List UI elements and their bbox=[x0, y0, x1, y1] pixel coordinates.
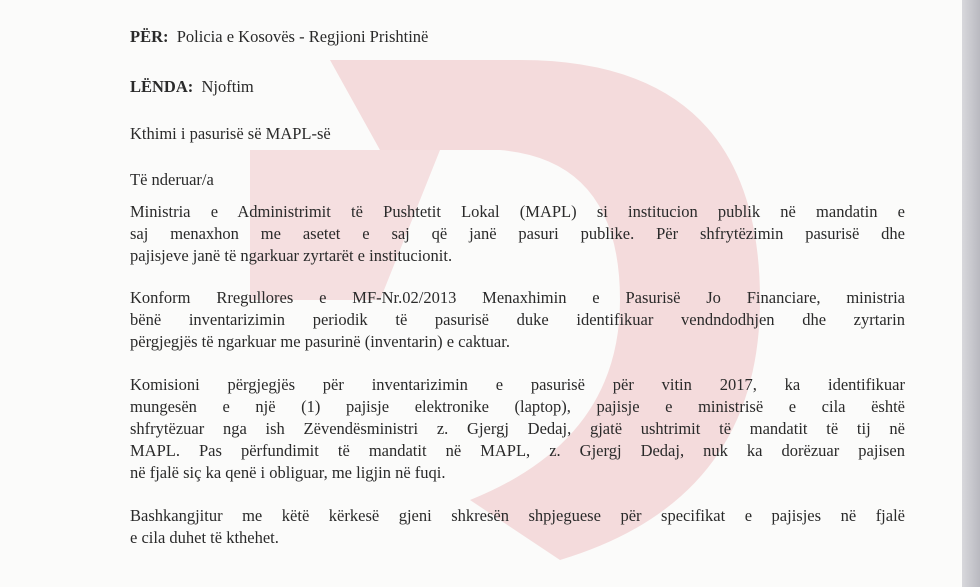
subject-label: LËNDA: bbox=[130, 77, 194, 96]
text-line: Ministria e Administrimit të Pushtetit Lokal (MAPL) si institucion publik në mandatin e bbox=[130, 202, 905, 221]
text-line: bënë inventarizimin periodik të pasurisë duke identifikuar vendndodhjen dhe zyrtarin bbox=[130, 310, 905, 329]
to-label: PËR: bbox=[130, 27, 169, 46]
page-edge bbox=[962, 0, 980, 587]
text-line: Komisioni përgjegjës për inventarizimin e pasurisë për vitin 2017, ka identifikuar bbox=[130, 375, 905, 394]
document-title: Kthimi i pasurisë së MAPL-së bbox=[130, 124, 331, 143]
text-line: në fjalë siç ka qenë i obliguar, me ligjin në fuqi. bbox=[130, 463, 446, 482]
text-line: shfrytëzuar nga ish Zëvendësministri z. Gjergj Dedaj, gjatë ushtrimit të mandatit të tij në bbox=[130, 419, 905, 438]
text-line: saj menaxhon me asetet e saj që janë pasuri publike. Për shfrytëzimin pasurisë dhe bbox=[130, 224, 905, 243]
subject-line bbox=[130, 76, 254, 98]
text-line: përgjegjës të ngarkuar me pasurinë (inventarin) e caktuar. bbox=[130, 332, 510, 351]
recipient-line bbox=[130, 26, 428, 48]
text-line: e cila duhet të kthehet. bbox=[130, 528, 279, 547]
salutation: Të nderuar/a bbox=[130, 170, 214, 189]
text-line: Bashkangjitur me këtë kërkesë gjeni shkresën shpjeguese për specifikat e pajisjes në fjalë bbox=[130, 506, 905, 525]
to-value: Policia e Kosovës - Regjioni Prishtinë bbox=[176, 27, 429, 46]
text-line: mungesën e një (1) pajisje elektronike (laptop), pajisje e ministrisë e cila është bbox=[130, 397, 905, 416]
subject-value: Njoftim bbox=[201, 77, 254, 96]
text-line: MAPL. Pas përfundimit të mandatit në MAPL, z. Gjergj Dedaj, nuk ka dorëzuar pajisen bbox=[130, 441, 905, 460]
text-line: Konform Rregullores e MF-Nr.02/2013 Menaxhimin e Pasurisë Jo Financiare, ministria bbox=[130, 288, 905, 307]
text-line: pajisjeve janë të ngarkuar zyrtarët e institucionit. bbox=[130, 246, 453, 265]
